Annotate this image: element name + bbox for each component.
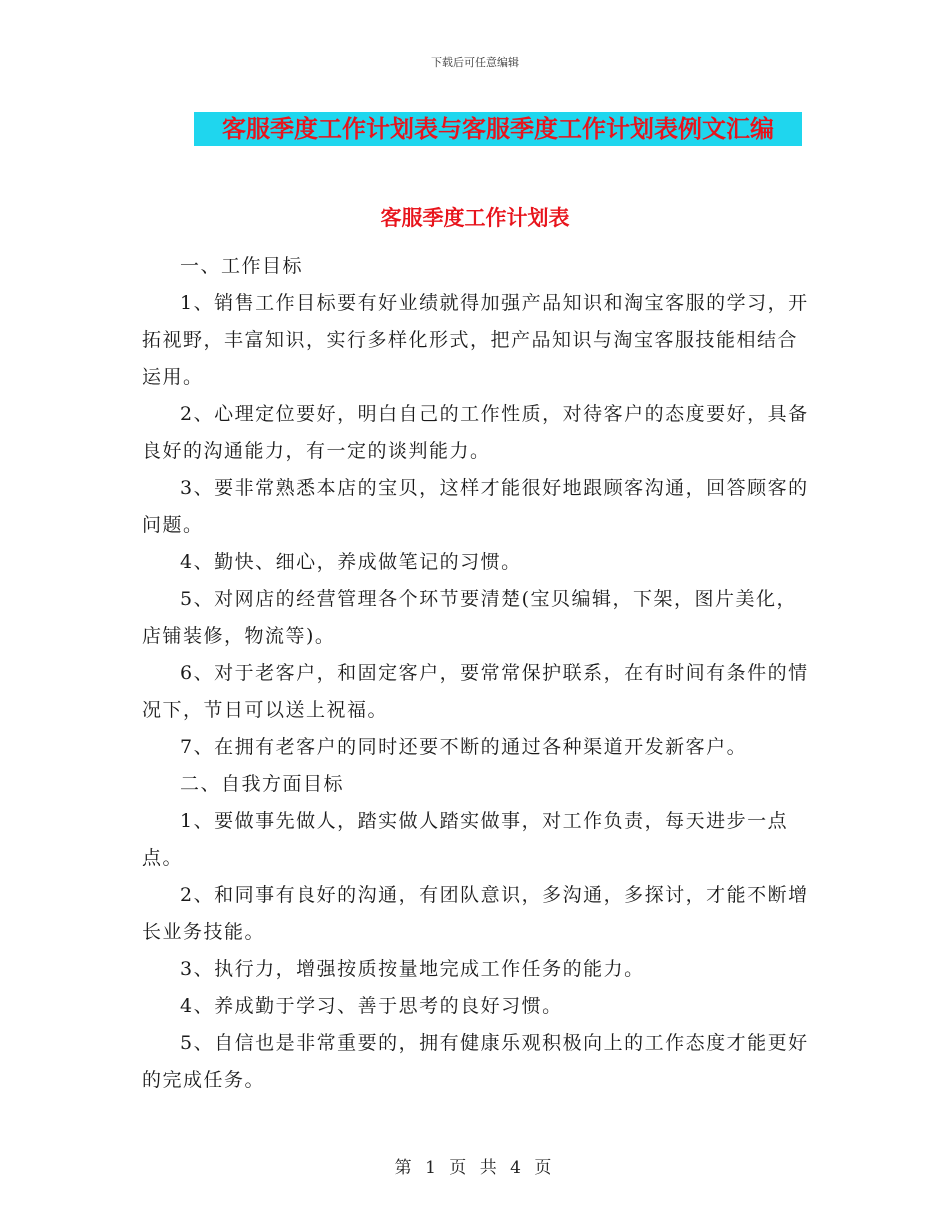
paragraph: 7、在拥有老客户的同时还要不断的通过各种渠道开发新客户。 <box>180 736 748 758</box>
paragraph: 6、对于老客户，和固定客户，要常常保护联系，在有时间有条件的情况下，节日可以送上祝福。 <box>142 662 809 721</box>
page-footer: 第 1 页 共 4 页 <box>394 1158 556 1178</box>
paragraph: 5、自信也是非常重要的，拥有健康乐观积极向上的工作态度才能更好的完成任务。 <box>142 1032 809 1091</box>
paragraph: 2、和同事有良好的沟通，有团队意识，多沟通，多探讨，才能不断增长业务技能。 <box>142 884 809 943</box>
document-body <box>142 248 812 1099</box>
paragraph: 3、要非常熟悉本店的宝贝，这样才能很好地跟顾客沟通，回答顾客的问题。 <box>142 477 809 536</box>
paragraph: 2、心理定位要好，明白自己的工作性质，对待客户的态度要好，具备良好的沟通能力，有一定的谈判能力。 <box>142 403 809 462</box>
heading-work-goals: 一、工作目标 <box>180 255 304 277</box>
paragraph: 4、养成勤于学习、善于思考的良好习惯。 <box>180 995 563 1017</box>
heading-self-goals: 二、自我方面目标 <box>180 773 345 795</box>
header-note: 下载后可任意编辑 <box>431 56 519 69</box>
paragraph: 4、勤快、细心，养成做笔记的习惯。 <box>180 551 522 573</box>
document-title: 客服季度工作计划表与客服季度工作计划表例文汇编 <box>194 112 802 146</box>
paragraph: 3、执行力，增强按质按量地完成工作任务的能力。 <box>180 958 645 980</box>
paragraph: 1、销售工作目标要有好业绩就得加强产品知识和淘宝客服的学习，开拓视野，丰富知识，实行多样化形式，把产品知识与淘宝客服技能相结合运用。 <box>142 292 809 388</box>
section-title: 客服季度工作计划表 <box>380 206 570 230</box>
paragraph: 1、要做事先做人，踏实做人踏实做事，对工作负责，每天进步一点点。 <box>142 810 789 869</box>
paragraph: 5、对网店的经营管理各个环节要清楚(宝贝编辑，下架，图片美化，店铺装修，物流等)。 <box>142 588 798 647</box>
